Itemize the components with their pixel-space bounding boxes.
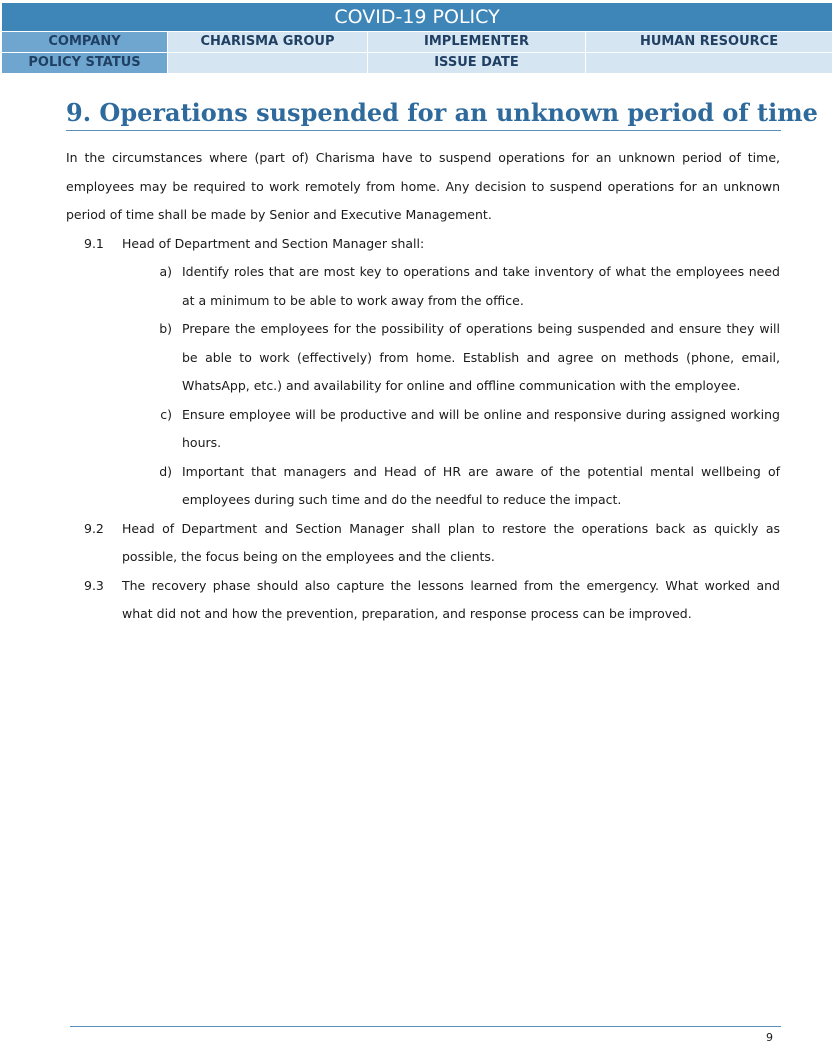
issue-date-value (586, 53, 833, 74)
sub-list-item (66, 401, 780, 458)
footer-divider (70, 1026, 781, 1027)
subitem-text: Identify roles that are most key to operations and take inventory of what the employees need at a minimum to be able to work away from the office. (182, 264, 780, 308)
implementer-label: IMPLEMENTER (368, 32, 586, 53)
item-number: 9.1 (84, 235, 104, 251)
list-item (66, 230, 780, 259)
subitem-marker: b) (159, 321, 172, 336)
item-text: Head of Department and Section Manager shall plan to restore the operations back as quickly as possible, the focus being on the employees and the clients. (122, 520, 780, 564)
sub-list-item (66, 315, 780, 401)
sub-list-item (66, 458, 780, 515)
document-title: COVID-19 POLICY (2, 3, 833, 32)
subitem-text: Ensure employee will be productive and will be online and responsive during assigned working hours. (182, 406, 780, 450)
subitem-text: Prepare the employees for the possibility of operations being suspended and ensure they will be able to work (effectively) from home. Establish and agree on methods (phone, email, WhatsApp, etc.) and availability for online and offline communication with the employee. (182, 321, 780, 393)
item-text: Head of Department and Section Manager shall: (122, 235, 425, 251)
section-body (66, 144, 780, 629)
list-item (66, 515, 780, 572)
page-number: 9 (766, 1031, 773, 1044)
subitem-marker: a) (159, 264, 172, 279)
item-number: 9.3 (84, 577, 104, 593)
item-text: The recovery phase should also capture the lessons learned from the emergency. What worked and what did not and how the prevention, preparation, and response process can be improved. (122, 577, 780, 621)
subitem-text: Important that managers and Head of HR are aware of the potential mental wellbeing of employees during such time and do the needful to reduce the impact. (182, 463, 780, 507)
issue-date-label: ISSUE DATE (368, 53, 586, 74)
intro-paragraph: In the circumstances where (part of) Charisma have to suspend operations for an unknown period of time, employees may be required to work remotely from home. Any decision to suspend operations for an unknown period of time shall be made by Senior and Executive Management. (66, 150, 780, 222)
policy-header-table (1, 2, 833, 74)
policy-status-label: POLICY STATUS (2, 53, 168, 74)
section-heading: 9. Operations suspended for an unknown period of time (66, 98, 781, 131)
sub-list-item (66, 258, 780, 315)
company-value: CHARISMA GROUP (168, 32, 368, 53)
policy-status-value (168, 53, 368, 74)
company-label: COMPANY (2, 32, 168, 53)
implementer-value: HUMAN RESOURCE (586, 32, 833, 53)
subitem-marker: c) (160, 406, 172, 422)
list-item (66, 572, 780, 629)
item-number: 9.2 (84, 520, 104, 536)
subitem-marker: d) (159, 463, 172, 479)
